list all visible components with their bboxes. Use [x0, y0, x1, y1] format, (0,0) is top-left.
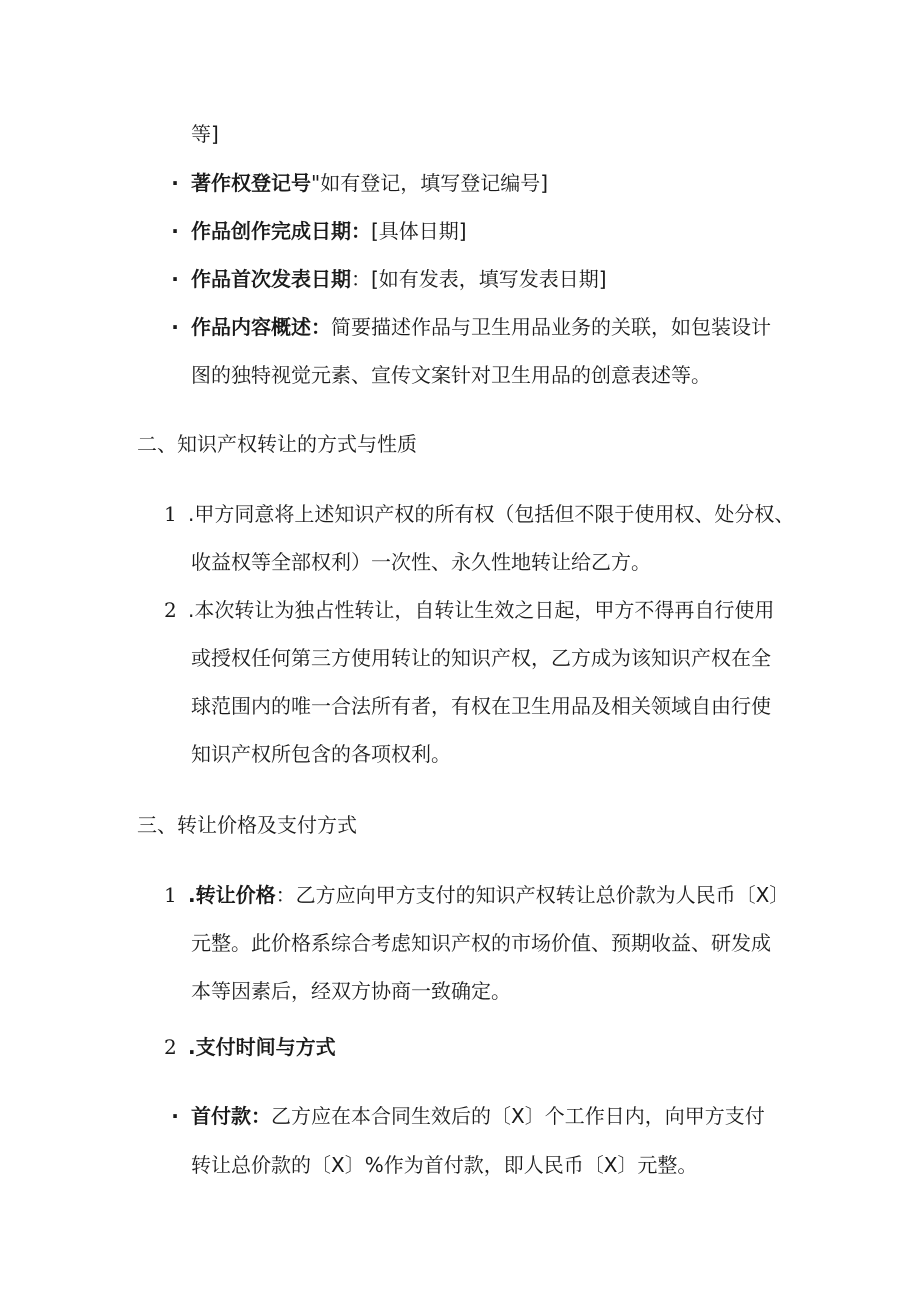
bullet-marker: · [171, 219, 179, 243]
clause-number: 1 [164, 883, 177, 907]
item-text: "如有登记，填写登记编号] [311, 171, 549, 195]
clause-body: ：乙方应向甲方支付的知识产权转让总价款为人民币〔X〕 [275, 883, 790, 907]
bullet-marker: · [171, 171, 179, 195]
item-text: 乙方应在本合同生效后的〔X〕个工作日内，向甲方支付 [271, 1104, 765, 1128]
list-item-continuation: 图的独特视觉元素、宣传文案针对卫生用品的创意表述等。 [191, 363, 711, 387]
clause-label: .支付时间与方式 [188, 1035, 336, 1059]
clause-number: 1 [164, 502, 177, 526]
bullet-continuation: 等] [191, 122, 219, 146]
section-heading-2: 二、知识产权转让的方式与性质 [137, 432, 417, 456]
item-text: [具体日期] [371, 219, 467, 243]
bullet-marker: · [171, 1104, 179, 1128]
list-item-continuation: 转让总价款的〔X〕%作为首付款，即人民币〔X〕元整。 [191, 1153, 698, 1177]
clause-text: 知识产权所包含的各项权利。 [191, 742, 451, 766]
clause-text: 或授权任何第三方使用转让的知识产权，乙方成为该知识产权在全 [191, 646, 771, 670]
list-item-registration-number [191, 169, 548, 197]
clause-text: .甲方同意将上述知识产权的所有权（包括但不限于使用权、处分权、 [188, 502, 795, 526]
bullet-marker: · [171, 315, 179, 339]
item-text: ：[如有发表，填写发表日期] [351, 267, 607, 291]
clause-text: 本等因素后，经双方协商一致确定。 [191, 979, 511, 1003]
list-item-publication-date [191, 265, 607, 293]
clause-text: .本次转让为独占性转让，自转让生效之日起，甲方不得再自行使用 [188, 598, 775, 622]
clause-text: 收益权等全部权利）一次性、永久性地转让给乙方。 [191, 550, 651, 574]
item-label: 作品创作完成日期： [191, 219, 371, 243]
clause-number: 2 [164, 1035, 177, 1059]
clause-number: 2 [164, 598, 177, 622]
clause-label: .转让价格 [188, 883, 276, 907]
clause-text [188, 881, 789, 909]
bullet-marker: · [171, 267, 179, 291]
item-label: 著作权登记号 [191, 171, 311, 195]
list-item-down-payment [191, 1102, 765, 1130]
clause-text: 球范围内的唯一合法所有者，有权在卫生用品及相关领域自由行使 [191, 694, 771, 718]
item-text: 简要描述作品与卫生用品业务的关联，如包装设计 [331, 315, 771, 339]
item-label: 作品内容概述： [191, 315, 331, 339]
item-label: 首付款： [191, 1104, 271, 1128]
item-label: 作品首次发表日期 [191, 267, 351, 291]
section-heading-3: 三、转让价格及支付方式 [137, 813, 357, 837]
list-item-content-overview [191, 313, 771, 341]
clause-text: 元整。此价格系综合考虑知识产权的市场价值、预期收益、研发成 [191, 931, 771, 955]
list-item-completion-date [191, 217, 467, 245]
